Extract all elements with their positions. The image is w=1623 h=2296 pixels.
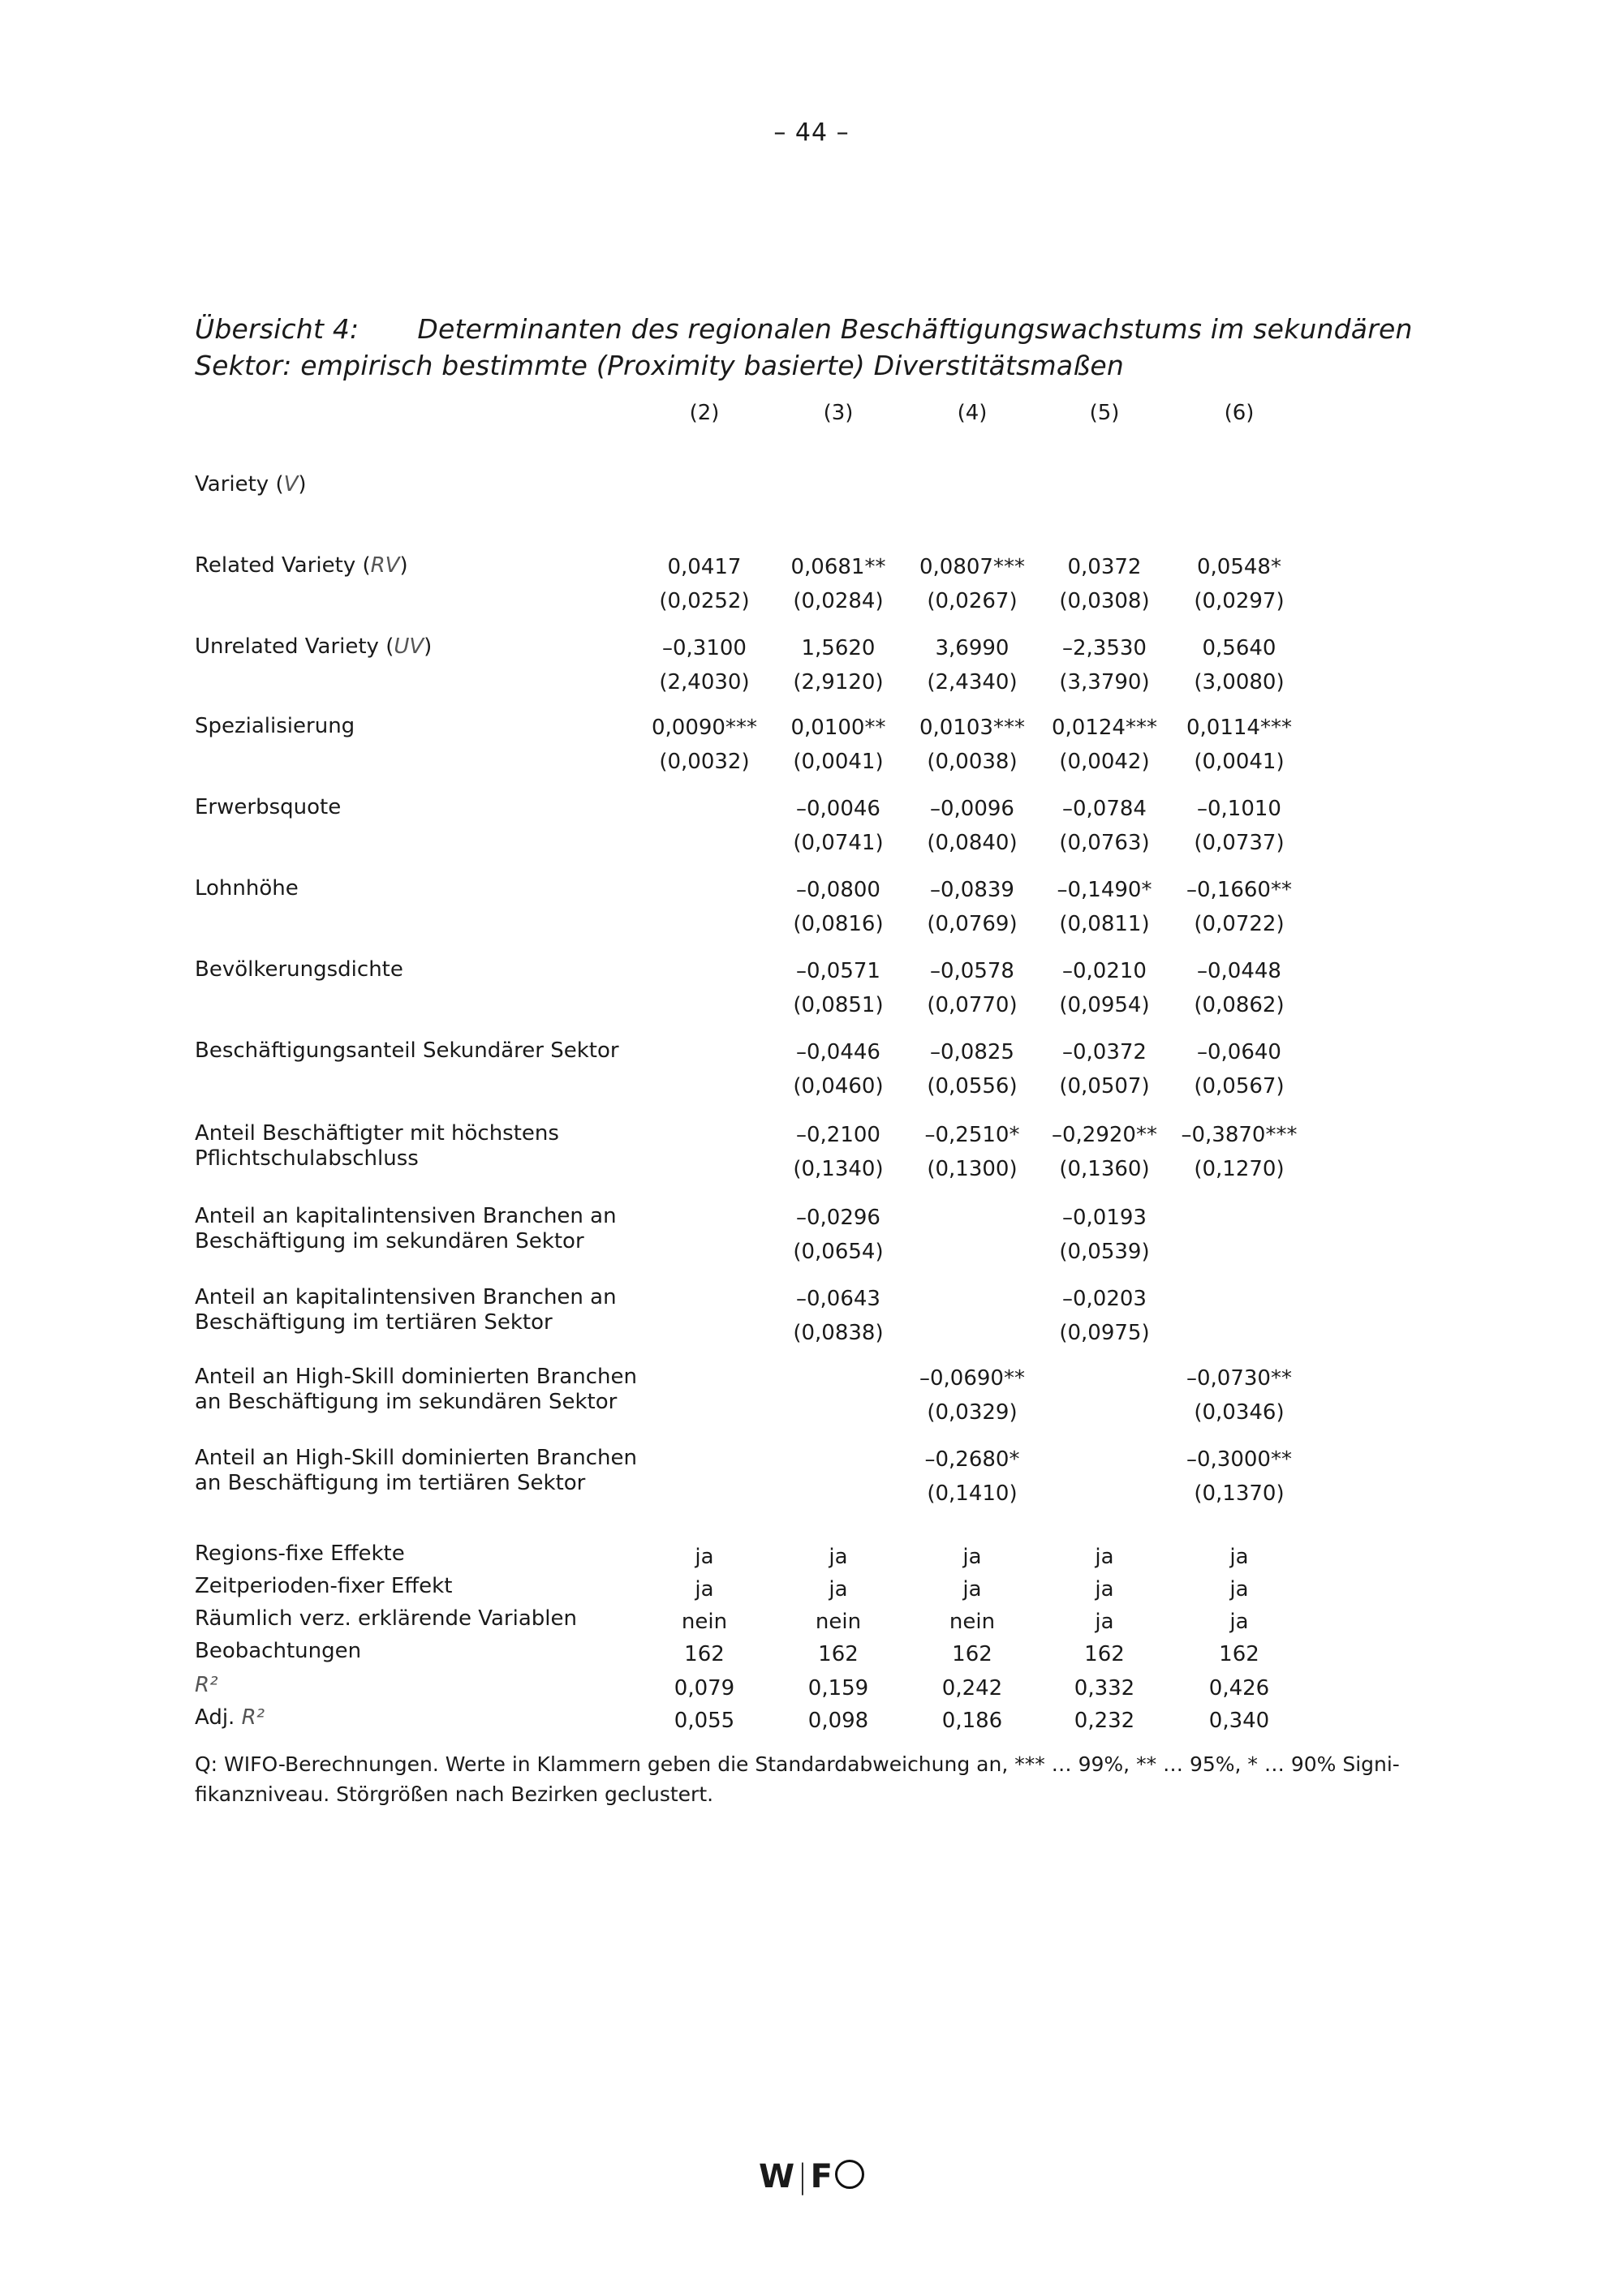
row-label (195, 876, 299, 901)
logo-w: W (759, 2158, 796, 2195)
stat-label (195, 1541, 405, 1567)
stat-cell: ja (695, 1577, 714, 1602)
logo-circle-icon (835, 2160, 864, 2189)
stat-cell: ja (1229, 1577, 1249, 1602)
row-label (195, 553, 408, 578)
row-label-text: Anteil an High-Skill dominierten Branchen (195, 1446, 637, 1470)
table-title-line2: Sektor: empirisch bestimmte (Proximity basierte) Diverstitätsmaßen (195, 350, 1124, 381)
stat-label-symbol: R² (241, 1705, 265, 1730)
std-error-cell: (2,4030) (659, 670, 750, 694)
stat-cell: 162 (1084, 1642, 1125, 1666)
coefficient-cell: –0,0730** (1186, 1366, 1292, 1391)
std-error-cell: (0,0556) (927, 1074, 1018, 1099)
coefficient-cell: –0,3000** (1186, 1447, 1292, 1472)
wifo-logo (0, 2158, 1623, 2195)
column-header: (2) (689, 401, 720, 425)
stat-cell: 0,242 (941, 1676, 1003, 1701)
coefficient-cell: –0,2100 (796, 1123, 880, 1147)
column-header: (3) (823, 401, 854, 425)
coefficient-cell: –0,0096 (930, 797, 1014, 821)
row-label (195, 634, 432, 660)
std-error-cell: (0,0267) (927, 589, 1018, 613)
row-label-text: Unrelated Variety ( (195, 634, 394, 659)
coefficient-cell: 0,0103*** (919, 716, 1025, 740)
std-error-cell: (0,0862) (1194, 993, 1285, 1017)
stat-cell: ja (962, 1545, 982, 1569)
coefficient-cell: 0,0548* (1197, 555, 1281, 579)
row-label-symbol: UV (394, 634, 424, 659)
stat-cell: ja (695, 1545, 714, 1569)
stat-cell: 162 (952, 1642, 992, 1666)
row-label-text-2: Beschäftigung im sekundären Sektor (195, 1229, 584, 1253)
coefficient-cell: –0,2920** (1052, 1123, 1157, 1147)
stat-cell: ja (829, 1577, 848, 1602)
stat-cell: 0,079 (674, 1676, 735, 1701)
stat-cell: nein (815, 1610, 862, 1634)
stat-cell: ja (1229, 1545, 1249, 1569)
std-error-cell: (0,1300) (927, 1157, 1018, 1181)
coefficient-cell: 0,0417 (667, 555, 742, 579)
row-label (195, 1365, 637, 1415)
std-error-cell: (0,0539) (1059, 1240, 1150, 1264)
std-error-cell: (0,0567) (1194, 1074, 1285, 1099)
stat-label-text: Räumlich verz. erklärende Variablen (195, 1606, 577, 1631)
coefficient-cell: 0,0124*** (1052, 716, 1157, 740)
coefficient-cell: –0,0372 (1062, 1040, 1147, 1064)
std-error-cell: (0,0329) (927, 1400, 1018, 1425)
coefficient-cell: –0,2510* (924, 1123, 1020, 1147)
stat-label-text: Zeitperioden-fixer Effekt (195, 1574, 453, 1598)
table-title-text: Determinanten des regionalen Beschäftigungswachstums im sekundären (417, 313, 1413, 345)
stat-cell: ja (1095, 1545, 1114, 1569)
coefficient-cell: –0,0825 (930, 1040, 1014, 1064)
row-label-text: Lohnhöhe (195, 876, 299, 901)
row-label-text-2: an Beschäftigung im tertiären Sektor (195, 1471, 586, 1495)
stat-cell: ja (829, 1545, 848, 1569)
std-error-cell: (0,0308) (1059, 589, 1150, 613)
row-label-text: Beschäftigungsanteil Sekundärer Sektor (195, 1038, 619, 1063)
stat-label (195, 1574, 452, 1599)
std-error-cell: (0,1410) (927, 1481, 1018, 1506)
row-label-text: Anteil Beschäftigter mit höchstens (195, 1121, 559, 1146)
std-error-cell: (0,0346) (1194, 1400, 1285, 1425)
std-error-cell: (0,0838) (793, 1321, 884, 1345)
column-header: (6) (1224, 401, 1255, 425)
stat-cell: 0,340 (1208, 1709, 1270, 1733)
coefficient-cell: 1,5620 (801, 636, 876, 660)
std-error-cell: (0,0297) (1194, 589, 1285, 613)
label-text: Variety ( (195, 472, 284, 497)
stat-cell: 162 (1219, 1642, 1259, 1666)
coefficient-cell: –0,0446 (796, 1040, 880, 1064)
std-error-cell: (0,0954) (1059, 993, 1150, 1017)
stat-label-symbol: R² (195, 1673, 218, 1697)
coefficient-cell: –0,0640 (1197, 1040, 1281, 1064)
stat-cell: 0,055 (674, 1709, 735, 1733)
stat-cell: ja (1095, 1577, 1114, 1602)
row-label (195, 1204, 617, 1254)
coefficient-cell: –0,0690** (919, 1366, 1025, 1391)
logo-f: F (810, 2158, 833, 2195)
coefficient-cell: –0,0210 (1062, 959, 1147, 983)
table-number: Übersicht 4: (195, 313, 359, 345)
std-error-cell: (0,0851) (793, 993, 884, 1017)
std-error-cell: (0,0032) (659, 750, 750, 774)
stat-cell: 0,098 (807, 1709, 869, 1733)
stat-cell: 162 (684, 1642, 725, 1666)
std-error-cell: (0,0741) (793, 831, 884, 855)
coefficient-cell: –0,2680* (924, 1447, 1020, 1472)
row-label (195, 1446, 637, 1496)
stat-label (195, 1639, 361, 1664)
row-label (195, 957, 403, 982)
stat-label-text: Adj. (195, 1705, 242, 1730)
coefficient-cell: 0,5640 (1202, 636, 1276, 660)
row-label-text: Bevölkerungsdichte (195, 957, 403, 982)
stat-cell: 0,232 (1074, 1709, 1135, 1733)
std-error-cell: (0,0252) (659, 589, 750, 613)
std-error-cell: (0,0770) (927, 993, 1018, 1017)
std-error-cell: (0,0041) (793, 750, 884, 774)
std-error-cell: (0,0507) (1059, 1074, 1150, 1099)
row-label (195, 1038, 619, 1064)
column-header: (4) (957, 401, 988, 425)
row-label (195, 795, 341, 820)
coefficient-cell: 3,6990 (935, 636, 1010, 660)
stat-cell: 162 (818, 1642, 859, 1666)
std-error-cell: (0,1270) (1194, 1157, 1285, 1181)
stat-label-text: Beobachtungen (195, 1639, 362, 1663)
coefficient-cell: –0,1010 (1197, 797, 1281, 821)
std-error-cell: (0,0975) (1059, 1321, 1150, 1345)
coefficient-cell: –0,3870*** (1181, 1123, 1298, 1147)
row-label-symbol: RV (370, 553, 400, 578)
std-error-cell: (0,1370) (1194, 1481, 1285, 1506)
coefficient-cell: –0,0784 (1062, 797, 1147, 821)
coefficient-cell: –0,0296 (796, 1206, 880, 1230)
stat-cell: 0,426 (1208, 1676, 1270, 1701)
table-title-line1 (195, 313, 1413, 345)
coefficient-cell: 0,0681** (790, 555, 886, 579)
std-error-cell: (3,3790) (1059, 670, 1150, 694)
std-error-cell: (0,0769) (927, 912, 1018, 936)
row-label-text-2: an Beschäftigung im sekundären Sektor (195, 1390, 618, 1414)
stat-label-text: Regions-fixe Effekte (195, 1541, 405, 1566)
coefficient-cell: 0,0090*** (652, 716, 757, 740)
coefficient-cell: 0,0114*** (1186, 716, 1292, 740)
column-header: (5) (1089, 401, 1120, 425)
stat-cell: nein (681, 1610, 728, 1634)
footnote-line1: Q: WIFO-Berechnungen. Werte in Klammern geben die Standardabweichung an, *** … 99%, ** … 95%, * … 90% Signi- (195, 1752, 1400, 1776)
row-label (195, 1285, 617, 1335)
stat-label (195, 1606, 577, 1632)
coefficient-cell: –0,0839 (930, 878, 1014, 902)
stat-cell: ja (1229, 1610, 1249, 1634)
stat-cell: ja (962, 1577, 982, 1602)
row-label-text: Erwerbsquote (195, 795, 342, 819)
row-label-text-2: Pflichtschulabschluss (195, 1146, 419, 1171)
coefficient-cell: –0,3100 (662, 636, 747, 660)
coefficient-cell: –0,0578 (930, 959, 1014, 983)
std-error-cell: (0,0654) (793, 1240, 884, 1264)
label-symbol: V (283, 472, 299, 497)
std-error-cell: (0,0042) (1059, 750, 1150, 774)
row-label-text-2: Beschäftigung im tertiären Sektor (195, 1310, 553, 1335)
std-error-cell: (0,0816) (793, 912, 884, 936)
row-label-text: Spezialisierung (195, 714, 355, 738)
coefficient-cell: –0,1660** (1186, 878, 1292, 902)
stat-cell: ja (1095, 1610, 1114, 1634)
std-error-cell: (0,0763) (1059, 831, 1150, 855)
coefficient-cell: 0,0807*** (919, 555, 1025, 579)
stat-label (195, 1673, 218, 1698)
coefficient-cell: –0,0448 (1197, 959, 1281, 983)
stat-cell: nein (949, 1610, 996, 1634)
std-error-cell: (0,0038) (927, 750, 1018, 774)
coefficient-cell: –0,1490* (1057, 878, 1152, 902)
row-label-close: ) (424, 634, 433, 659)
std-error-cell: (0,0041) (1194, 750, 1285, 774)
coefficient-cell: –0,0193 (1062, 1206, 1147, 1230)
std-error-cell: (2,9120) (793, 670, 884, 694)
stat-label (195, 1705, 265, 1731)
coefficient-cell: –0,0800 (796, 878, 880, 902)
row-label-text: Related Variety ( (195, 553, 371, 578)
stat-cell: 0,159 (807, 1676, 869, 1701)
row-label-text: Anteil an kapitalintensiven Branchen an (195, 1285, 617, 1309)
std-error-cell: (0,0722) (1194, 912, 1285, 936)
coefficient-cell: 0,0372 (1067, 555, 1142, 579)
coefficient-cell: 0,0100** (790, 716, 886, 740)
coefficient-cell: –0,0046 (796, 797, 880, 821)
std-error-cell: (0,0811) (1059, 912, 1150, 936)
row-label-text: Anteil an kapitalintensiven Branchen an (195, 1204, 617, 1228)
stat-cell: 0,332 (1074, 1676, 1135, 1701)
stat-cell: 0,186 (941, 1709, 1003, 1733)
logo-bar: | (797, 2158, 809, 2195)
coefficient-cell: –2,3530 (1062, 636, 1147, 660)
std-error-cell: (0,0284) (793, 589, 884, 613)
coefficient-cell: –0,0571 (796, 959, 880, 983)
label-close: ) (298, 472, 307, 497)
std-error-cell: (0,0840) (927, 831, 1018, 855)
section-label-variety (195, 472, 307, 497)
std-error-cell: (2,4340) (927, 670, 1018, 694)
page-number: – 44 – (773, 118, 850, 147)
std-error-cell: (0,1340) (793, 1157, 884, 1181)
footnote-line2: fikanzniveau. Störgrößen nach Bezirken geclustert. (195, 1782, 714, 1806)
std-error-cell: (0,0460) (793, 1074, 884, 1099)
std-error-cell: (0,0737) (1194, 831, 1285, 855)
coefficient-cell: –0,0203 (1062, 1287, 1147, 1311)
std-error-cell: (3,0080) (1194, 670, 1285, 694)
std-error-cell: (0,1360) (1059, 1157, 1150, 1181)
row-label-close: ) (399, 553, 408, 578)
row-label (195, 714, 355, 739)
row-label-text: Anteil an High-Skill dominierten Branchen (195, 1365, 637, 1389)
coefficient-cell: –0,0643 (796, 1287, 880, 1311)
row-label (195, 1121, 559, 1172)
